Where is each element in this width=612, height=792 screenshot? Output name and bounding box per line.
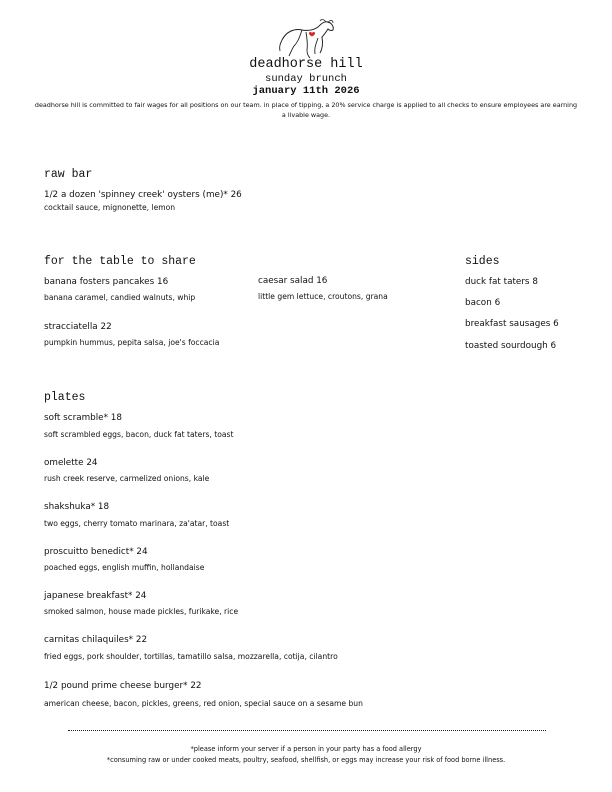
menu-item-name: banana fosters pancakes 16 <box>44 277 169 287</box>
menu-item-description: two eggs, cherry tomato marinara, za'atar, toast <box>44 519 230 528</box>
menu-date: january 11th 2026 <box>252 85 360 97</box>
menu-subtitle: sunday brunch <box>265 73 347 85</box>
menu-item-description: poached eggs, english muffin, hollandaise <box>44 563 205 572</box>
menu-item-description: fried eggs, pork shoulder, tortillas, tamatillo salsa, mozzarella, cotija, cilantro <box>44 652 338 661</box>
menu-item-name: proscuitto benedict* 24 <box>44 547 148 557</box>
wage-policy-text: deadhorse hill is committed to fair wages for all positions on our team. in place of tipping, a 20% service charge is applied to all checks to ensure employees are earning a livable wage. <box>34 101 578 119</box>
raw-bar-heading: raw bar <box>44 168 93 181</box>
menu-item-description: cocktail sauce, mignonette, lemon <box>44 203 176 212</box>
restaurant-name: deadhorse hill <box>249 57 363 72</box>
menu-item-description: banana caramel, candied walnuts, whip <box>44 293 196 302</box>
menu-item-name: 1/2 a dozen 'spinney creek' oysters (me)* 26 <box>44 190 242 200</box>
menu-item-name: omelette 24 <box>44 458 98 468</box>
menu-item-name: shakshuka* 18 <box>44 502 110 512</box>
menu-item-name: caesar salad 16 <box>258 276 328 286</box>
horse-logo-icon <box>276 18 340 60</box>
dotted-divider <box>68 730 546 731</box>
menu-item-description: soft scrambled eggs, bacon, duck fat taters, toast <box>44 430 234 439</box>
menu-item-name: carnitas chilaquiles* 22 <box>44 635 148 645</box>
sides-heading: sides <box>465 255 500 268</box>
menu-item-description: american cheese, bacon, pickles, greens, red onion, special sauce on a sesame bun <box>44 699 363 708</box>
raw-food-warning: *consuming raw or under cooked meats, poultry, seafood, shellfish, or eggs may increase your risk of food borne illness. <box>106 756 506 764</box>
menu-item-description: pumpkin hummus, pepita salsa, joe's foccacia <box>44 338 220 347</box>
menu-item-name: soft scramble* 18 <box>44 413 122 423</box>
menu-item-description: rush creek reserve, carmelized onions, kale <box>44 474 210 483</box>
menu-item-name: japanese breakfast* 24 <box>44 591 147 601</box>
side-item-name: duck fat taters 8 <box>465 277 538 287</box>
plates-heading: plates <box>44 391 86 404</box>
side-item-name: breakfast sausages 6 <box>465 319 559 329</box>
menu-item-name: stracciatella 22 <box>44 322 112 332</box>
side-item-name: bacon 6 <box>465 298 501 308</box>
share-heading: for the table to share <box>44 255 196 268</box>
allergy-notice: *please inform your server if a person in your party has a food allergy <box>190 745 422 753</box>
menu-item-description: smoked salmon, house made pickles, furikake, rice <box>44 607 239 616</box>
menu-item-description: little gem lettuce, croutons, grana <box>258 292 388 301</box>
side-item-name: toasted sourdough 6 <box>465 341 557 351</box>
menu-item-name: 1/2 pound prime cheese burger* 22 <box>44 681 202 691</box>
